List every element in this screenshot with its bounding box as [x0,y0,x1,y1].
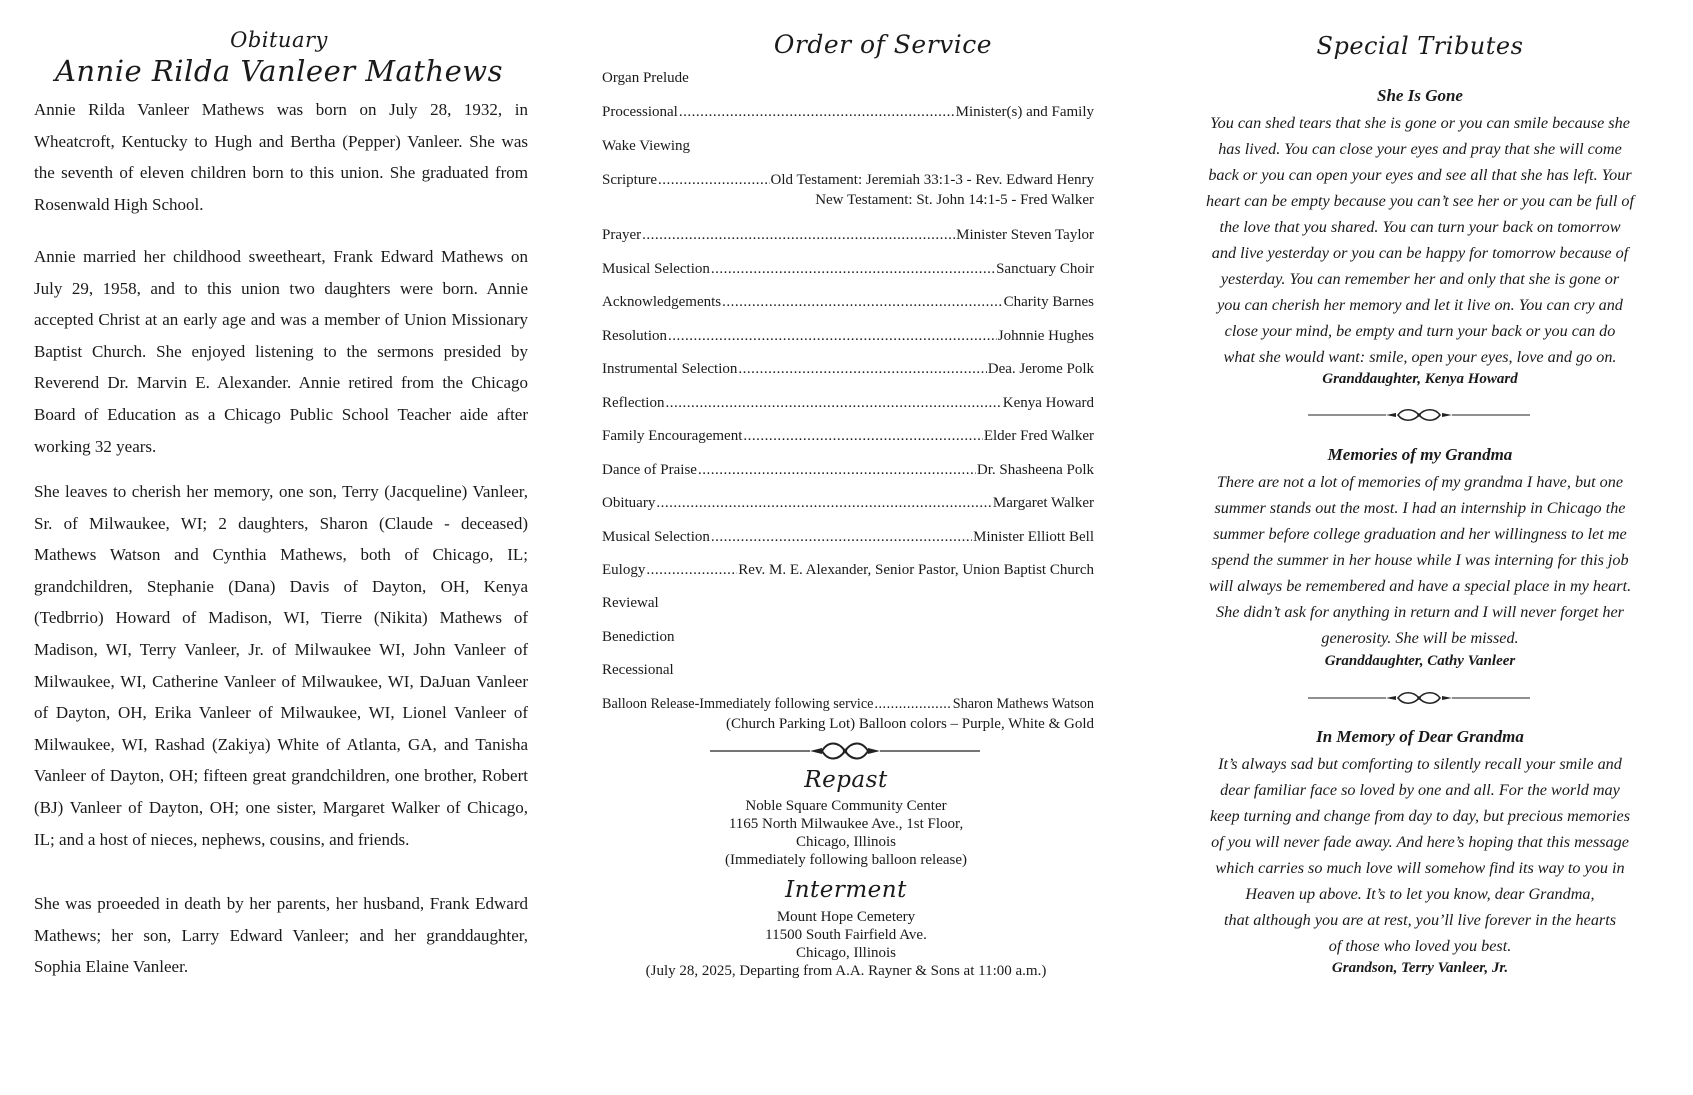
service-participant: Margaret Walker [992,495,1094,511]
flourish-divider [1308,689,1530,707]
interment-note: (July 28, 2025, Departing from A.A. Rayner & Sons at 11:00 a.m.) [645,963,1047,979]
service-label: Acknowledgements [602,294,722,310]
leader-dots [711,527,972,547]
obituary-label: Obituary [230,28,328,52]
tribute-author: Grandson, Terry Vanleer, Jr. [1331,960,1509,976]
service-participant: Minister Elliott Bell [973,529,1094,545]
service-participant: Elder Fred Walker [983,428,1094,444]
service-item-organ-prelude: Organ Prelude [602,70,689,86]
obituary-paragraph-birth: Annie Rilda Vanleer Mathews was born on July 28, 1932, in Wheatcroft, Kentucky to Hugh and Bertha (Pepper) Vanleer. She was the seventh of eleven children born to this union. She graduated from Rosenwald High School. [34,100,528,214]
service-item-acknowledgements [602,292,1094,312]
service-label: Processional [602,104,678,120]
service-item-resolution [602,326,1094,346]
service-label: Prayer [602,227,642,243]
service-label: Obituary [602,495,656,511]
tributes-title: Special Tributes [1316,32,1524,60]
repast-note: (Immediately following balloon release) [725,852,967,868]
service-participant: Minister(s) and Family [955,104,1094,120]
service-item-reflection [602,393,1094,413]
interment-title: Interment [785,877,907,903]
leader-dots [679,102,955,122]
interment-cemetery: Mount Hope Cemetery [776,909,916,925]
tribute-author: Granddaughter, Cathy Vanleer [1324,653,1516,669]
leader-dots [711,259,995,279]
service-item-eulogy [602,560,1094,580]
service-item-scripture [602,170,1094,190]
leader-dots [665,393,1001,413]
deceased-name: Annie Rilda Vanleer Mathews [54,54,504,88]
service-item-benediction: Benediction [602,629,675,645]
interment-address: 11500 South Fairfield Ave. [765,927,927,943]
service-item-scripture-line2: New Testament: St. John 14:1-5 - Fred Walker [815,192,1094,208]
leader-dots [738,359,986,379]
service-item-musical-selection [602,259,1094,279]
service-participant: Sharon Mathews Watson [952,696,1094,712]
leader-dots [874,694,951,714]
service-participant: Kenya Howard [1002,395,1094,411]
service-item-obituary [602,493,1094,513]
service-participant: Dr. Shasheena Polk [976,462,1094,478]
tribute-text-memories: There are not a lot of memories of my grandma I have, but one summer stands out the most. I had an internship in Chicago the summer before college graduation and her willingness to let me spend the summer in her house while I was interning for this job will always be remembered and have a special place in my heart. She didn’t ask for anything in return and I will never forget her generosity. She will be missed. [1208,473,1632,647]
repast-city: Chicago, Illinois [796,834,896,850]
service-item-recessional: Recessional [602,662,674,678]
interment-city: Chicago, Illinois [796,945,896,961]
repast-venue: Noble Square Community Center [745,798,947,814]
service-item-instrumental-selection [602,359,1094,379]
service-label: Balloon Release-Immediately following service [602,696,874,712]
obituary-paragraph-survivors: She leaves to cherish her memory, one son, Terry (Jacqueline) Vanleer, Sr. of Milwaukee, WI; 2 daughters, Sharon (Claude - deceased) Mathews Watson and Cynthia Mathews, both of Chicago, IL; grandchildren, Stephanie (Dana) Davis of Dayton, OH, Kenya (Tedbrrio) Howard of Madison, WI, Tierre (Nikita) Mathews of Madison, WI, Terry Vanleer, Jr. of Milwaukee WI, John Vanleer of Milwaukee, WI, Catherine Vanleer of Milwaukee, WI, DaJuan Vanleer of Dayton, OH, Erika Vanleer of Milwaukee, WI, Lionel Vanleer of Milwaukee, WI, Rashad (Zakiya) White of Atlanta, GA, and Tanisha Vanleer of Dayton, OH; fifteen great grandchildren, one brother, Robert (BJ) Vanleer of Dayton, OH; one sister, Margaret Walker of Chicago, IL; and a host of nieces, nephews, cousins, and friends. [34,482,528,849]
tribute-title-memories: Memories of my Grandma [1327,445,1513,464]
service-label: Eulogy [602,562,646,578]
service-label: Resolution [602,328,668,344]
service-participant: Charity Barnes [1003,294,1094,310]
tribute-author: Granddaughter, Kenya Howard [1322,371,1518,387]
flourish-divider [1308,406,1530,424]
leader-dots [743,426,982,446]
order-of-service-title: Order of Service [773,30,993,59]
leader-dots [668,326,997,346]
leader-dots [722,292,1002,312]
service-participant: Old Testament: Jeremiah 33:1-3 - Rev. Edward Henry [770,172,1094,188]
service-item-family-encouragement [602,426,1094,446]
service-participant: Rev. M. E. Alexander, Senior Pastor, Union Baptist Church [738,562,1094,578]
service-label: Instrumental Selection [602,361,738,377]
service-item-musical-selection-2 [602,527,1094,547]
leader-dots [698,460,976,480]
tribute-text-dear-grandma: It’s always sad but comforting to silently recall your smile and dear familiar face so loved by one and all. For the world may keep turning and change from day to day, but precious memories of you will never fade away. And here’s hoping that this message which carries so much love will somehow find its way to you in Heaven up above. It’s to let you know, dear Grandma, that although you are at rest, you’ll live forever in the hearts of those who loved you best. [1209,755,1631,955]
repast-title: Repast [804,767,888,793]
service-participant: Sanctuary Choir [996,261,1094,277]
service-label: Reflection [602,395,665,411]
service-label: Scripture [602,172,657,188]
service-item-processional [602,102,1094,122]
service-participant: Dea. Jerome Polk [987,361,1094,377]
service-item-wake-viewing: Wake Viewing [602,138,691,154]
repast-address: 1165 North Milwaukee Ave., 1st Floor, [728,816,964,832]
service-participant: Minister Steven Taylor [956,227,1094,243]
service-item-balloon-release [602,694,1094,714]
service-item-reviewal: Reviewal [602,595,659,611]
leader-dots [658,170,770,190]
service-item-dance-of-praise [602,460,1094,480]
flourish-divider [710,737,980,765]
tribute-title-dear-grandma: In Memory of Dear Grandma [1316,727,1524,746]
leader-dots [642,225,955,245]
obituary-paragraph-preceded: She was proeeded in death by her parents, her husband, Frank Edward Mathews; her son, Larry Edward Vanleer; and her granddaughter, Sophia Elaine Vanleer. [34,894,528,977]
obituary-paragraph-marriage: Annie married her childhood sweetheart, Frank Edward Mathews on July 29, 1958, and to this union two daughters were born. Annie accepted Christ at an early age and was a member of Union Missionary Baptist Church. She enjoyed listening to the sermons presided by Reverend Dr. Marvin E. Alexander. Annie retired from the Chicago Board of Education as a Chicago Public School Teacher aide after working 32 years. [34,247,528,456]
service-label: Dance of Praise [602,462,697,478]
leader-dots [646,560,737,580]
tribute-title-she-is-gone: She Is Gone [1377,86,1463,105]
service-participant: Johnnie Hughes [997,328,1094,344]
service-label: Family Encouragement [602,428,743,444]
service-item-balloon-release-line2: (Church Parking Lot) Balloon colors – Purple, White & Gold [725,716,1094,732]
leader-dots [656,493,992,513]
service-label: Musical Selection [602,529,710,545]
service-label: Musical Selection [602,261,710,277]
tribute-text-she-is-gone: You can shed tears that she is gone or you can smile because she has lived. You can close your eyes and pray that she will come back or you can open your eyes and see all that she has left. Your heart can be empty because you can’t see her or you can be full of the love that you shared. You can turn your back on tomorrow and live yesterday or you can be happy for tomorrow because of yesterday. You can remember her and only that she is gone or you can cherish her memory and let it live on. You can cry and close your mind, be empty and turn your back or you can do what she would want: smile, open your eyes, love and go on. [1206,114,1634,366]
service-item-prayer [602,225,1094,245]
